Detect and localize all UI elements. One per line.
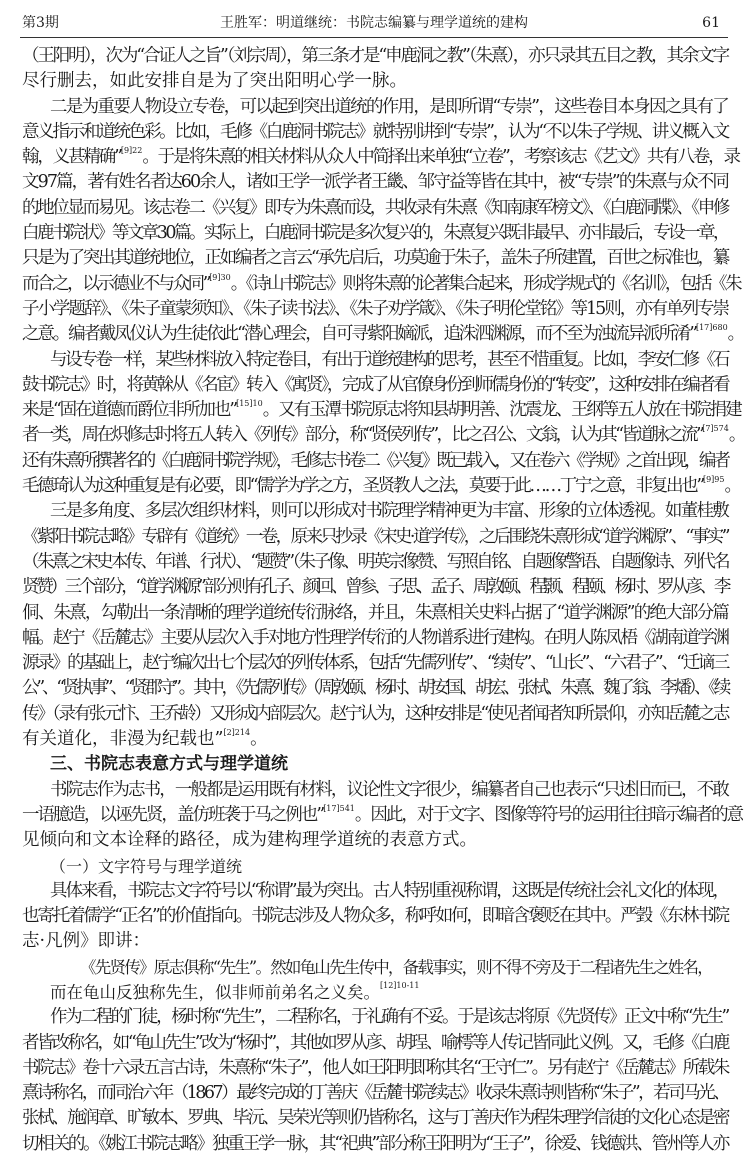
text-run: 翰，义甚精确” (22, 147, 121, 168)
running-header (22, 12, 726, 34)
article-body (22, 44, 744, 1157)
citation-superscript: [9]30 (209, 272, 231, 282)
text-line (22, 474, 740, 499)
text-line (22, 221, 728, 246)
citation-superscript: [9]95 (702, 475, 725, 485)
text-line (22, 1106, 728, 1131)
text-line (22, 398, 741, 423)
text-run: 熹诗称名，而同治六年（1867）最终完成的丁善庆《岳麓书院续志》收录朱熹诗则皆称“朱子”，若司马光、 (22, 1083, 728, 1104)
text-run: 而合之，以示德业不与众同” (22, 273, 210, 294)
text-line (22, 550, 728, 575)
text-run: 见倾向和文本诠释的路径，成为建构理学道统的表意方式。 (22, 830, 477, 851)
text-line (22, 702, 728, 727)
text-run: 之意。编者戴凤仪认为生徒依此“潜心理会，自可寻紫阳嫡派，追洙泗渊源，而不至为浊流异派所淆” (22, 324, 696, 345)
text-run: 具体来看，书院志文字符号以“称谓”最为突出。古人特别重视称谓，这既是传统社会礼文化的体现， (50, 880, 729, 901)
text-line (22, 1056, 728, 1081)
text-run: 作为二程的门徒，杨时称“先生”，二程称名，于礼确有不妥。于是该志将原《先贤传》正文中称“先生” (50, 1007, 728, 1028)
text-run: 《先贤传》原志俱称“先生”。然如龟山先生传中，备载事实，则不得不旁及于二程诸先生之姓名， (80, 957, 712, 977)
block-quote-line (22, 980, 728, 1005)
text-run: 鼓书院志》时，将黄榦从《名宦》转入《寓贤》，完成了从官僚身份到师儒身份的“转变”，这种安排在编者看 (22, 374, 729, 395)
text-run: 也寄托着儒学“正名”的价值指向。书院志涉及人物众多，称呼如何，即暗含褒贬在其中。严瑴《东林书院 (22, 906, 728, 927)
text-run: 文97篇，著有姓名者达60余人，诸如王学一派学者王畿、邹守益等皆在其中，被“专崇”的朱熹与众不同 (22, 172, 728, 193)
text-line (22, 575, 728, 600)
text-run: 志·凡例》即讲： (22, 931, 151, 952)
text-line (22, 145, 739, 170)
citation-superscript: [17]541 (323, 803, 355, 813)
text-run: 。因此，对于文字、图像等符号的运用往往暗示编者的意 (354, 804, 743, 825)
citation-superscript: [12]10-11 (380, 980, 420, 990)
running-title: 王胜军：明道继统：书院志编纂与理学道统的建构 (220, 15, 528, 31)
text-run: 。《诗山书院志》则将朱熹的论著集合起来，形成学规式的《名训》，包括《朱 (230, 273, 741, 294)
text-run: 《紫阳书院志略》专辟有《道统》一卷，原来只抄录《宋史·道学传》，之后围绕朱熹形成“道学渊源”、“事实” (22, 526, 728, 547)
text-line (22, 929, 728, 954)
text-line (22, 449, 728, 474)
text-line (22, 1005, 728, 1030)
text-run: 。 (724, 476, 740, 497)
text-line (22, 322, 744, 347)
text-line (22, 676, 728, 701)
text-line (22, 879, 728, 904)
citation-superscript: [17]680 (695, 323, 728, 333)
text-run: 三是多角度、多层次组织材料，则可以形成对书院理学精神更为丰富、形象的立体透视。如董桂敷 (50, 501, 728, 522)
text-run: 子小学题辞》、《朱子童蒙须知》、《朱子读书法》、《朱子劝学箴》、《朱子明伦堂铭》等15则，亦有单列专崇 (22, 298, 728, 319)
text-line (22, 1132, 728, 1157)
text-line (22, 297, 728, 322)
text-run: 书院志作为志书，一般都是运用既有材料，议论性文字很少，编纂者自己也表示“只述旧而已，不敢 (50, 779, 728, 800)
page-number: 61 (702, 15, 720, 31)
text-line (22, 1081, 728, 1106)
text-line (22, 778, 728, 803)
text-run: 一语臆造，以诬先贤，盖仿班袭于马之例也” (22, 804, 324, 825)
text-run: 意义指示和道统色彩。比如，毛修《白鹿洞书院志》就特别讲到“专崇”，认为“不以朱子学规、讲义概入文 (22, 121, 729, 142)
text-line (22, 651, 728, 676)
text-run: 与设专卷一样，某些材料放入特定卷目，有出于道统建构的思考，甚至不惜重复。比如，李安仁修《石 (50, 349, 729, 370)
text-line (22, 1031, 728, 1056)
text-run: 者一类，周在炽修志时将五人转入《列传》部分，称“贤侯列传”，比之召公、文翁，认为其“皆道脉之流” (22, 425, 703, 446)
text-run: 尽行删去，如此安排自是为了突出阳明心学一脉。 (22, 71, 407, 92)
text-run: 幅。赵宁《岳麓志》主要从层次入手对地方性理学传衍的人物谱系进行建构。在明人陈凤梧《湖南道学渊 (22, 627, 729, 648)
text-line (22, 525, 728, 550)
text-run: 毛德琦认为这种重复是有必要，即“儒学为学之方，圣贤教人之法，莫要于此……丁宁之意，非复出也” (22, 476, 703, 497)
text-line (22, 170, 728, 195)
text-run: 只是为了突出其道统地位，正如编者之言云“承先启后，功莫逾于朱子，盖朱子所建置，百世之标准也，纂 (22, 248, 728, 269)
issue-number: 第3期 (22, 15, 59, 31)
text-line (22, 626, 728, 651)
citation-superscript: [2]214 (223, 728, 251, 738)
text-run: 白鹿书院状》等文章30篇。实际上，白鹿洞书院是多次复兴的，朱熹复兴既非最早、亦非最后，专设一章， (22, 223, 729, 244)
text-line (22, 499, 728, 524)
text-run: 者皆改称名，如“龟山先生”改为“杨时”，其他如罗从彦、胡珵、喻樗等人传记皆同此义例。又，毛修《白鹿 (22, 1032, 728, 1053)
text-line (22, 601, 728, 626)
text-run: 。 (250, 729, 268, 750)
text-line (22, 727, 728, 752)
text-run: 二是为重要人物设立专卷，可以起到突出道统的作用，是即所谓“专崇”，这些卷目本身因之具有了 (50, 96, 729, 117)
text-line (22, 69, 728, 94)
text-run: （王阳明），次为“合证人之旨”（刘宗周），第三条才是“申鹿洞之教”（朱熹），亦只录其五目之教，其余文字 (22, 46, 729, 66)
block-quote-line (22, 955, 712, 980)
text-run: 张栻、施润章、旷敏本、罗典、毕沅、吴荣光等则仍皆称名，这与丁善庆作为程朱理学信徒的文化心态是密 (22, 1108, 728, 1129)
text-run: 来是“固在道德而爵位非所加也” (22, 400, 237, 421)
text-run: 的地位显而易见。该志卷二《兴复》即专为朱熹而设，共收录有朱熹《知南康军榜文》、《白鹿洞牒》、《申修 (22, 197, 728, 218)
text-run: 而在龟山反独称先生，似非师前弟名之义矣。 (50, 982, 380, 1002)
text-line (22, 904, 728, 929)
text-line (22, 196, 728, 221)
text-run: （朱熹之宋史本传、年谱、行状）、“题赞”（朱子像、明英宗像赞、写照自铭、自题像警语、自题像诗、列代名 (22, 551, 728, 572)
text-line (22, 803, 743, 828)
text-line (22, 828, 728, 853)
text-run: 有关道化，非漫为纪载也” (22, 729, 224, 750)
text-line (22, 272, 741, 297)
header-rule (20, 37, 728, 38)
text-line (22, 423, 744, 448)
text-line (22, 348, 728, 373)
text-line (22, 373, 728, 398)
text-run: 。于是将朱熹的相关材料从众人中简择出来单独“立卷”，考察该志《艺文》共有八卷，录 (142, 147, 739, 168)
text-run: 。又有玉潭书院原志将知县胡明善、沈震龙、王纲等五人放在书院捐建 (262, 400, 741, 421)
text-run: 公”、“贤执事”、“贤郡守”。其中，《先儒列传》（周敦颐、杨时、胡安国、胡宏、张栻、朱熹、魏了翁、李燔）、《续 (22, 678, 728, 699)
text-run: 书院志》卷十六录五言古诗，朱熹称“朱子”，他人如王阳明即称其名“王守仁”。另有赵宁《岳麓志》所载朱 (22, 1057, 728, 1078)
text-run: 还有朱熹所撰著名的《白鹿洞书院学规》，毛修志书卷二《兴复》既已载入，又在卷六《学规》之首出现，编者 (22, 450, 729, 471)
subsection-heading: （一）文字符号与理学道统 (50, 856, 243, 876)
text-line (22, 120, 728, 145)
text-run: 源录》的基础上，赵宁编次出七个层次的列传体系，包括“先儒列传”、“续传”、“山长”、“六君子”、“迁谪三 (22, 653, 728, 674)
text-run: 切相关的。《姚江书院志略》独重王学一脉，其“祀典”部分称王阳明为“王子”，徐爱、钱德洪、管州等人亦 (22, 1133, 728, 1154)
text-run: 侗、朱熹，勾勒出一条清晰的理学道统传衍脉络，并且，朱熹相关史料占据了“道学渊源”的绝大部分篇 (22, 602, 729, 623)
section-heading: 三、书院志表意方式与理学道统 (50, 754, 288, 775)
text-line (22, 44, 728, 69)
citation-superscript: [9]22 (120, 146, 143, 156)
citation-superscript: [7]574 (702, 424, 729, 434)
text-run: 。 (728, 425, 744, 446)
citation-superscript: [15]10 (236, 399, 263, 409)
text-run: 。 (727, 324, 744, 345)
text-run: 传》（录有张元忭、王乔龄）又形成内部层次。赵宁认为，这种安排是“使见者闻者知所景仰，亦知岳麓之志 (22, 703, 729, 724)
text-line (22, 246, 728, 271)
text-line (22, 95, 728, 120)
text-run: 贤赞）三个部分，“道学渊源”部分则有孔子、颜回、曾参、子思、孟子、周敦颐、程颢、程颐、杨时、罗从彦、李 (22, 577, 729, 598)
